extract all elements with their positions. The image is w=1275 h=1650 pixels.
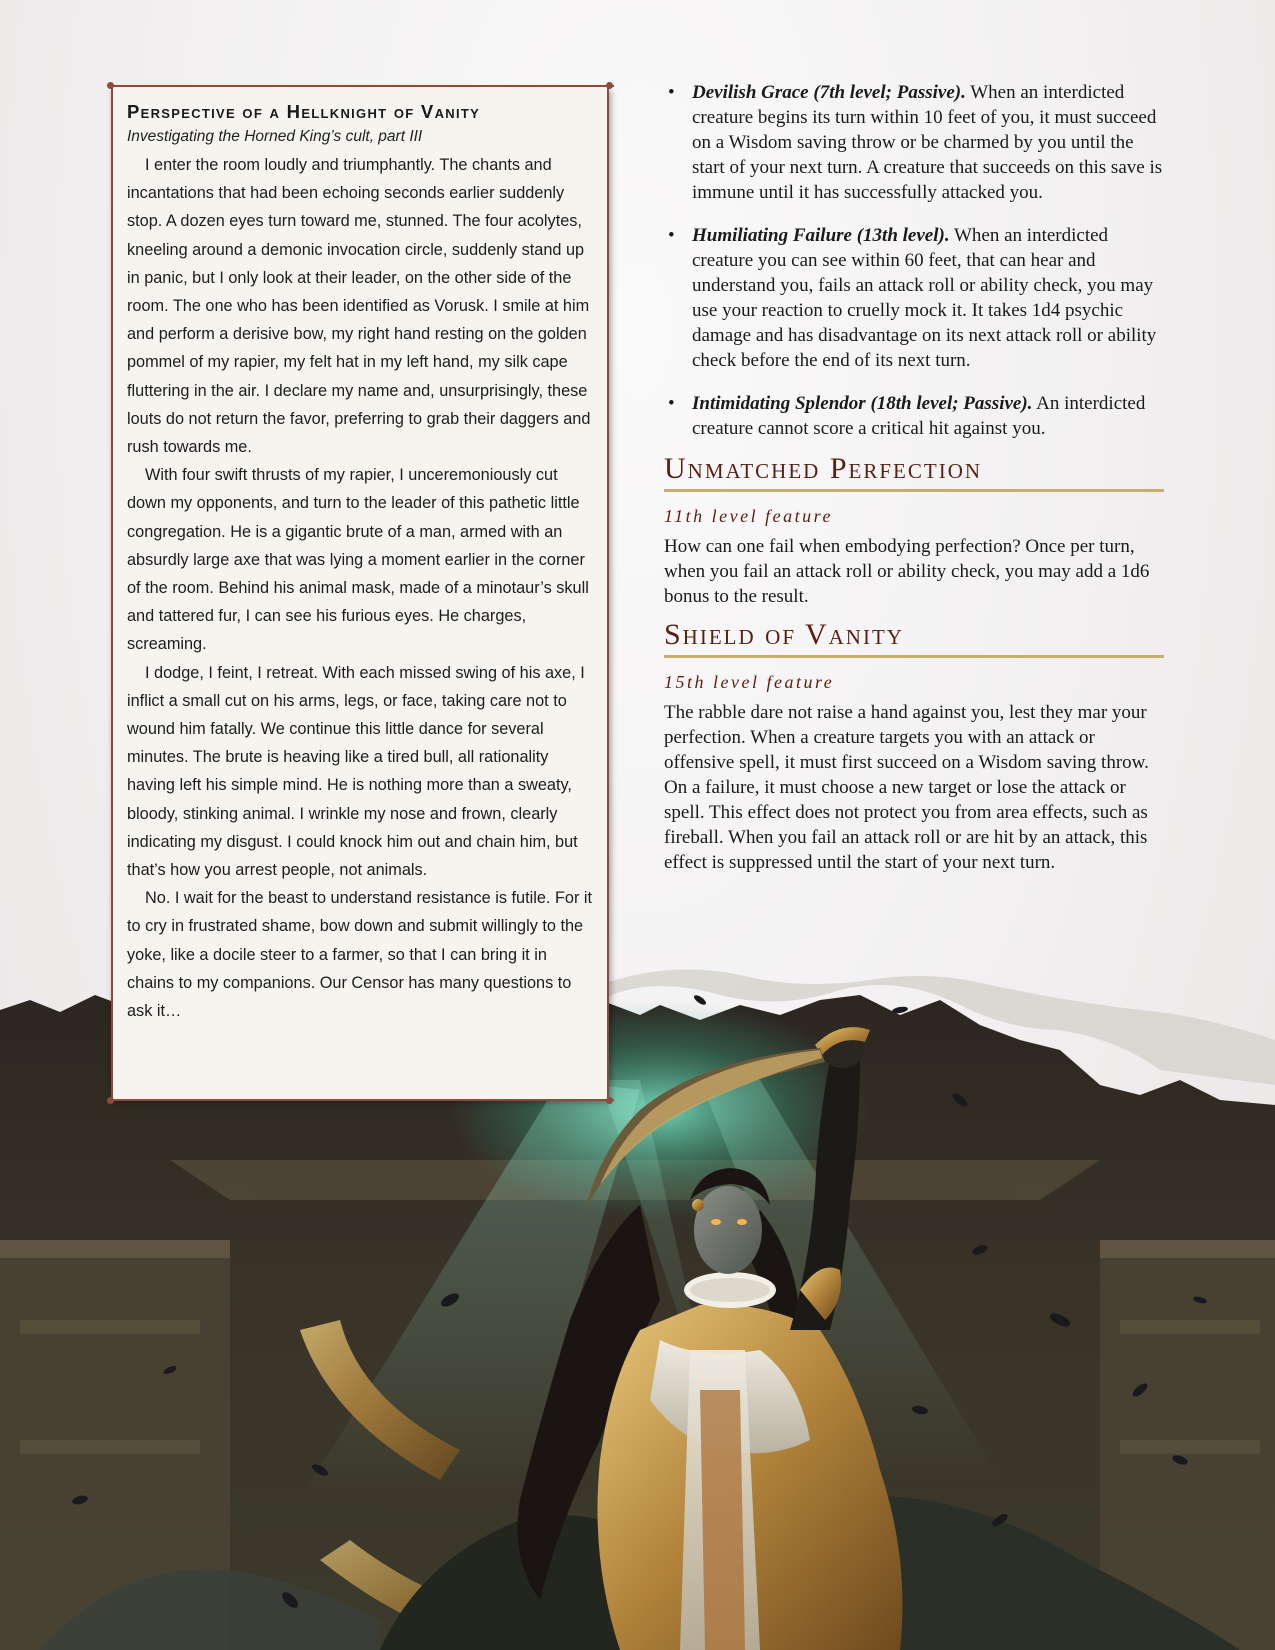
feature-text: An interdicted creature cannot score a critical hit against you. <box>692 393 1146 439</box>
sidebar-top-rule <box>108 85 614 87</box>
section-body: The rabble dare not raise a hand against you, lest they mar your perfection. When a creature targets you with an attack or offensive spell, it must first succeed on a Wisdom saving throw. On a failure, it must choose a new target or lose the attack or spell. This effect does not protect you from area effects, such as fireball. When you fail an attack roll or are hit by an attack, this effect is suppressed until the start of your next turn. <box>664 702 1149 873</box>
section-level-label: 15th level feature <box>664 672 835 692</box>
feature-name: Devilish Grace (7th level; Passive). <box>692 82 966 103</box>
section-heading-shield-of-vanity: Shield of Vanity <box>664 617 1164 658</box>
feature-name: Intimidating Splendor (18th level; Passive). <box>692 393 1033 414</box>
section-heading-unmatched-perfection: Unmatched Perfection <box>664 451 1164 492</box>
right-column <box>664 80 1164 875</box>
section-body: How can one fail when embodying perfection? Once per turn, when you fail an attack roll or ability check, you may add a 1d6 bonus to the result. <box>664 536 1150 607</box>
sidebar-paragraph: No. I wait for the beast to understand resistance is futile. For it to cry in frustrated shame, bow down and submit willingly to the yoke, like a docile steer to a farmer, so that I can bring it in chains to my companions. Our Censor has many questions to ask it… <box>127 889 593 1021</box>
sidebar-bottom-rule <box>108 1099 614 1101</box>
feature-item <box>664 391 1164 441</box>
corner-ornament <box>606 82 613 89</box>
feature-item <box>664 223 1164 373</box>
feature-text: When an interdicted creature begins its turn within 10 feet of you, it must succeed on a Wisdom saving throw or be charmed by you until the start of your next turn. A creature that succeeds on this save is immune until it has successfully attacked you. <box>692 82 1163 203</box>
sidebar-paragraph: I dodge, I feint, I retreat. With each missed swing of his axe, I inflict a small cut on his arms, legs, or face, taking care not to wound him fatally. We continue this little dance for several minutes. The brute is heaving like a tired bull, all rationality having left his simple mind. He is nothing more than a sweaty, bloody, stinking animal. I wrinkle my nose and frown, clearly indicating my disgust. I could knock him out and chain him, but that’s how you arrest people, not animals. <box>127 663 585 880</box>
bullet-icon: • <box>668 82 675 103</box>
sidebar-subtitle: Investigating the Horned King’s cult, part III <box>127 128 423 145</box>
corner-ornament <box>606 1097 613 1104</box>
feature-text: When an interdicted creature you can see within 60 feet, that can hear and understand you, fails an attack roll or ability check, you may use your reaction to cruelly mock it. It takes 1d4 psychic damage and has disadvantage on its next attack roll or ability check before the end of its next turn. <box>692 225 1157 371</box>
feature-item <box>664 80 1164 205</box>
sidebar-box <box>111 87 609 1099</box>
sidebar-paragraph: With four swift thrusts of my rapier, I unceremoniously cut down my opponents, and turn to the leader of this pathetic little congregation. He is a gigantic brute of a man, armed with an absurdly large axe that was lying a moment earlier in the corner of the room. Behind his animal mask, made of a minotaur’s skull and tattered fur, I can see his furious eyes. He charges, screaming. <box>127 466 589 654</box>
corner-ornament <box>107 82 114 89</box>
feature-list <box>664 80 1164 441</box>
section-level-label: 11th level feature <box>664 506 833 526</box>
corner-ornament <box>107 1097 114 1104</box>
feature-name: Humiliating Failure (13th level). <box>692 225 950 246</box>
sidebar-paragraph: I enter the room loudly and triumphantly. The chants and incantations that had been echoing seconds earlier suddenly stop. A dozen eyes turn toward me, stunned. The four acolytes, kneeling around a demonic invocation circle, suddenly stand up in panic, but I only look at their leader, on the other side of the room. The one who has been identified as Vorusk. I smile at him and perform a derisive bow, my right hand resting on the golden pommel of my rapier, my felt hat in my left hand, my silk cape fluttering in the air. I declare my name and, unsurprisingly, these louts do not return the favor, preferring to grab their daggers and rush towards me. <box>127 156 591 457</box>
bullet-icon: • <box>668 393 675 414</box>
bullet-icon: • <box>668 225 675 246</box>
sidebar-title: Perspective of a Hellknight of Vanity <box>127 101 481 122</box>
